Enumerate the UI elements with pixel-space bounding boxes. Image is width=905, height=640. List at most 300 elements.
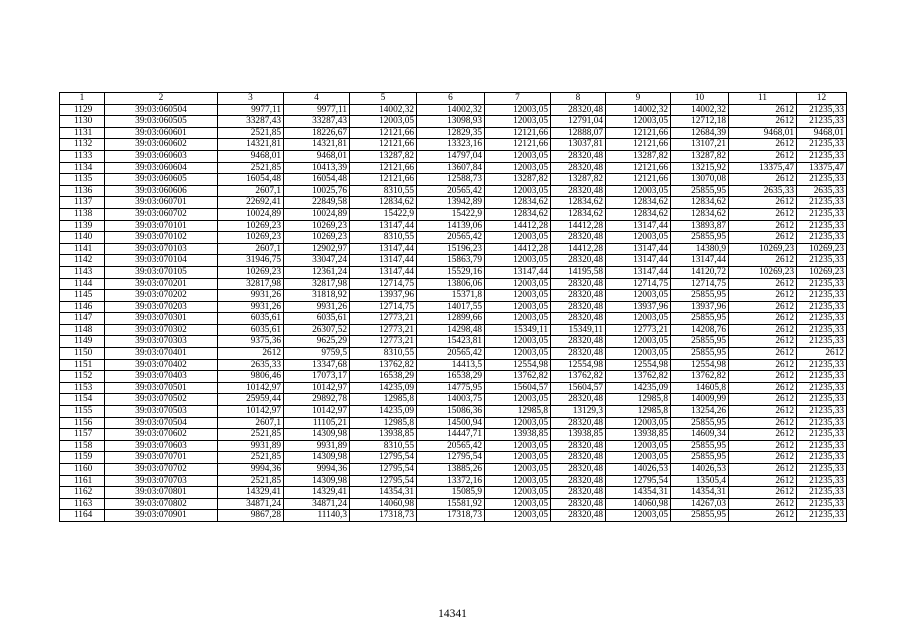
value-cell: 2612 <box>729 278 797 290</box>
cadastral-number-cell: 39:03:070101 <box>105 220 218 232</box>
value-cell: 13287,82 <box>485 174 551 186</box>
value-cell: 14309,98 <box>284 429 350 441</box>
value-cell: 14002,32 <box>671 104 729 116</box>
value-cell: 10269,23 <box>729 243 797 255</box>
value-cell: 14060,98 <box>350 498 417 510</box>
table-row <box>60 348 847 360</box>
value-cell: 6035,61 <box>218 313 284 325</box>
value-cell: 12003,05 <box>606 348 671 360</box>
value-cell: 10142,97 <box>284 382 350 394</box>
row-number-cell: 1152 <box>60 371 105 383</box>
value-cell: 10269,23 <box>284 220 350 232</box>
value-cell: 21235,33 <box>797 359 847 371</box>
table-row <box>60 382 847 394</box>
value-cell: 2607,1 <box>218 185 284 197</box>
value-cell: 14412,28 <box>551 220 606 232</box>
value-cell: 14002,32 <box>350 104 417 116</box>
value-cell: 6035,61 <box>218 324 284 336</box>
value-cell: 12985,8 <box>485 406 551 418</box>
value-cell: 14003,75 <box>417 394 485 406</box>
value-cell: 14412,28 <box>485 220 551 232</box>
value-cell: 14609,34 <box>671 429 729 441</box>
value-cell: 12714,75 <box>606 278 671 290</box>
cadastral-number-cell: 39:03:070602 <box>105 429 218 441</box>
value-cell: 21235,33 <box>797 417 847 429</box>
row-number-cell: 1159 <box>60 452 105 464</box>
table-row <box>60 162 847 174</box>
value-cell: 14002,32 <box>417 104 485 116</box>
value-cell: 15423,81 <box>417 336 485 348</box>
value-cell: 12121,66 <box>485 127 551 139</box>
value-cell: 14354,31 <box>671 487 729 499</box>
value-cell: 21235,33 <box>797 290 847 302</box>
value-cell: 13375,47 <box>797 162 847 174</box>
value-cell: 12003,05 <box>350 116 417 128</box>
cadastral-number-cell: 39:03:070701 <box>105 452 218 464</box>
value-cell: 32817,98 <box>284 278 350 290</box>
value-cell: 12003,05 <box>606 185 671 197</box>
table-row <box>60 104 847 116</box>
table-row <box>60 185 847 197</box>
value-cell: 9931,26 <box>218 301 284 313</box>
row-number-cell: 1163 <box>60 498 105 510</box>
table-row <box>60 336 847 348</box>
value-cell: 13147,44 <box>350 266 417 278</box>
value-cell: 9468,01 <box>797 127 847 139</box>
value-cell: 2612 <box>729 510 797 522</box>
value-cell: 10413,39 <box>284 162 350 174</box>
value-cell: 14139,06 <box>417 220 485 232</box>
table-row <box>60 255 847 267</box>
value-cell: 10269,23 <box>284 232 350 244</box>
cadastral-number-cell: 39:03:070203 <box>105 301 218 313</box>
value-cell: 33287,43 <box>284 116 350 128</box>
value-cell: 13937,96 <box>606 301 671 313</box>
row-number-cell: 1130 <box>60 116 105 128</box>
value-cell: 21235,33 <box>797 220 847 232</box>
value-cell: 12834,62 <box>606 208 671 220</box>
row-number-cell: 1136 <box>60 185 105 197</box>
value-cell: 28320,48 <box>551 162 606 174</box>
value-cell: 2612 <box>729 208 797 220</box>
value-cell: 13375,47 <box>729 162 797 174</box>
row-number-cell: 1158 <box>60 440 105 452</box>
value-cell: 12834,62 <box>485 197 551 209</box>
value-cell: 12003,05 <box>485 255 551 267</box>
column-header: 9 <box>606 93 671 105</box>
row-number-cell: 1145 <box>60 290 105 302</box>
value-cell: 12003,05 <box>485 440 551 452</box>
cadastral-number-cell: 39:03:060505 <box>105 116 218 128</box>
value-cell: 28320,48 <box>551 464 606 476</box>
table-row <box>60 371 847 383</box>
value-cell: 13885,26 <box>417 464 485 476</box>
value-cell: 9977,11 <box>284 104 350 116</box>
table-row <box>60 266 847 278</box>
value-cell: 12834,62 <box>671 197 729 209</box>
value-cell: 2612 <box>729 348 797 360</box>
value-cell: 14002,32 <box>606 104 671 116</box>
table-row <box>60 487 847 499</box>
value-cell: 21235,33 <box>797 452 847 464</box>
table-header-row <box>60 93 847 105</box>
value-cell: 25855,95 <box>671 452 729 464</box>
value-cell: 12003,05 <box>485 464 551 476</box>
value-cell: 12829,35 <box>417 127 485 139</box>
table-row <box>60 464 847 476</box>
value-cell: 15371,8 <box>417 290 485 302</box>
value-cell: 14413,5 <box>417 359 485 371</box>
value-cell: 17318,73 <box>417 510 485 522</box>
row-number-cell: 1161 <box>60 475 105 487</box>
value-cell: 8310,55 <box>350 232 417 244</box>
column-header: 6 <box>417 93 485 105</box>
value-cell: 13147,44 <box>671 255 729 267</box>
table-row <box>60 220 847 232</box>
value-cell: 12121,66 <box>606 162 671 174</box>
value-cell: 2612 <box>729 313 797 325</box>
value-cell: 14208,76 <box>671 324 729 336</box>
value-cell: 25855,95 <box>671 510 729 522</box>
value-cell: 13107,21 <box>671 139 729 151</box>
cadastral-number-cell: 39:03:070702 <box>105 464 218 476</box>
value-cell: 16538,29 <box>417 371 485 383</box>
row-number-cell: 1164 <box>60 510 105 522</box>
value-cell: 21235,33 <box>797 174 847 186</box>
value-cell: 2521,85 <box>218 162 284 174</box>
value-cell: 2612 <box>729 174 797 186</box>
table-row <box>60 359 847 371</box>
value-cell: 17073,17 <box>284 371 350 383</box>
value-cell: 21235,33 <box>797 406 847 418</box>
value-cell: 10142,97 <box>218 406 284 418</box>
value-cell: 2612 <box>729 417 797 429</box>
value-cell: 2612 <box>729 382 797 394</box>
column-header: 11 <box>729 93 797 105</box>
value-cell: 28320,48 <box>551 104 606 116</box>
value-cell: 2612 <box>729 429 797 441</box>
value-cell: 12121,66 <box>350 162 417 174</box>
value-cell: 2521,85 <box>218 452 284 464</box>
value-cell: 14267,03 <box>671 498 729 510</box>
value-cell: 12121,66 <box>606 139 671 151</box>
row-number-cell: 1141 <box>60 243 105 255</box>
value-cell: 15604,57 <box>485 382 551 394</box>
value-cell: 12985,8 <box>606 394 671 406</box>
value-cell: 10024,89 <box>284 208 350 220</box>
value-cell: 2612 <box>729 139 797 151</box>
value-cell: 9931,89 <box>284 440 350 452</box>
value-cell: 13147,44 <box>606 255 671 267</box>
row-number-cell: 1134 <box>60 162 105 174</box>
value-cell: 13347,68 <box>284 359 350 371</box>
value-cell: 28320,48 <box>551 348 606 360</box>
value-cell: 14354,31 <box>350 487 417 499</box>
value-cell: 14329,41 <box>284 487 350 499</box>
value-cell: 14017,55 <box>417 301 485 313</box>
value-cell: 20565,42 <box>417 185 485 197</box>
value-cell: 12121,66 <box>606 127 671 139</box>
row-number-cell: 1148 <box>60 324 105 336</box>
value-cell: 13938,85 <box>485 429 551 441</box>
row-number-cell: 1143 <box>60 266 105 278</box>
cadastral-number-cell: 39:03:070105 <box>105 266 218 278</box>
page-number: 14341 <box>438 608 467 620</box>
value-cell: 9931,26 <box>284 301 350 313</box>
row-number-cell: 1129 <box>60 104 105 116</box>
value-cell: 9468,01 <box>284 150 350 162</box>
value-cell: 9375,36 <box>218 336 284 348</box>
value-cell: 2612 <box>729 359 797 371</box>
value-cell: 13762,82 <box>485 371 551 383</box>
row-number-cell: 1150 <box>60 348 105 360</box>
value-cell: 25855,95 <box>671 440 729 452</box>
value-cell: 12588,73 <box>417 174 485 186</box>
value-cell: 13147,44 <box>350 220 417 232</box>
value-cell: 12714,75 <box>350 301 417 313</box>
table-row <box>60 150 847 162</box>
cadastral-number-cell: 39:03:060602 <box>105 139 218 151</box>
value-cell: 2612 <box>729 487 797 499</box>
value-cell: 10269,23 <box>218 232 284 244</box>
row-number-cell: 1146 <box>60 301 105 313</box>
value-cell: 10269,23 <box>797 243 847 255</box>
value-cell: 14120,72 <box>671 266 729 278</box>
value-cell: 25855,95 <box>671 348 729 360</box>
value-cell: 28320,48 <box>551 440 606 452</box>
value-cell: 2612 <box>729 406 797 418</box>
value-cell: 14309,98 <box>284 475 350 487</box>
value-cell: 12554,98 <box>671 359 729 371</box>
value-cell: 12121,66 <box>485 139 551 151</box>
value-cell: 21235,33 <box>797 232 847 244</box>
value-cell: 32817,98 <box>218 278 284 290</box>
value-cell: 22692,41 <box>218 197 284 209</box>
row-number-cell: 1153 <box>60 382 105 394</box>
value-cell: 13938,85 <box>606 429 671 441</box>
value-cell: 12121,66 <box>350 127 417 139</box>
cadastral-number-cell: 39:03:070103 <box>105 243 218 255</box>
cadastral-number-cell: 39:03:070403 <box>105 371 218 383</box>
value-cell: 14797,04 <box>417 150 485 162</box>
value-cell: 14380,9 <box>671 243 729 255</box>
column-header: 10 <box>671 93 729 105</box>
value-cell: 2521,85 <box>218 127 284 139</box>
cadastral-number-cell: 39:03:070104 <box>105 255 218 267</box>
value-cell: 21235,33 <box>797 139 847 151</box>
column-header: 3 <box>218 93 284 105</box>
row-number-cell: 1135 <box>60 174 105 186</box>
cadastral-number-cell: 39:03:070201 <box>105 278 218 290</box>
value-cell: 2612 <box>797 348 847 360</box>
value-cell: 12834,62 <box>350 197 417 209</box>
value-cell: 14412,28 <box>485 243 551 255</box>
value-cell: 12834,62 <box>551 197 606 209</box>
row-number-cell: 1157 <box>60 429 105 441</box>
value-cell: 21235,33 <box>797 475 847 487</box>
value-cell: 2612 <box>729 197 797 209</box>
row-number-cell: 1154 <box>60 394 105 406</box>
value-cell: 15604,57 <box>551 382 606 394</box>
table-row <box>60 232 847 244</box>
value-cell: 13938,85 <box>551 429 606 441</box>
value-cell: 13147,44 <box>606 266 671 278</box>
cadastral-number-cell: 39:03:070303 <box>105 336 218 348</box>
value-cell: 28320,48 <box>551 487 606 499</box>
table-row <box>60 498 847 510</box>
cadastral-number-cell: 39:03:070603 <box>105 440 218 452</box>
value-cell: 9931,89 <box>218 440 284 452</box>
value-cell: 12834,62 <box>671 208 729 220</box>
row-number-cell: 1160 <box>60 464 105 476</box>
value-cell: 25959,44 <box>218 394 284 406</box>
table-row <box>60 324 847 336</box>
value-cell: 28320,48 <box>551 185 606 197</box>
value-cell: 10025,76 <box>284 185 350 197</box>
value-cell: 13942,89 <box>417 197 485 209</box>
value-cell: 16054,48 <box>218 174 284 186</box>
value-cell: 2607,1 <box>218 417 284 429</box>
row-number-cell: 1155 <box>60 406 105 418</box>
table-row <box>60 116 847 128</box>
value-cell: 25855,95 <box>671 185 729 197</box>
row-number-cell: 1144 <box>60 278 105 290</box>
value-cell: 12773,21 <box>350 313 417 325</box>
value-cell: 25855,95 <box>671 336 729 348</box>
value-cell: 13147,44 <box>485 266 551 278</box>
value-cell: 2612 <box>729 394 797 406</box>
value-cell: 2612 <box>729 464 797 476</box>
table-row <box>60 301 847 313</box>
value-cell: 12795,54 <box>350 475 417 487</box>
value-cell: 21235,33 <box>797 116 847 128</box>
cadastral-number-cell: 39:03:060701 <box>105 197 218 209</box>
value-cell: 12003,05 <box>485 498 551 510</box>
value-cell: 13254,26 <box>671 406 729 418</box>
row-number-cell: 1156 <box>60 417 105 429</box>
value-cell: 12003,05 <box>485 278 551 290</box>
column-header: 4 <box>284 93 350 105</box>
cadastral-number-cell: 39:03:070901 <box>105 510 218 522</box>
value-cell: 12003,05 <box>485 348 551 360</box>
row-number-cell: 1147 <box>60 313 105 325</box>
value-cell: 20565,42 <box>417 232 485 244</box>
value-cell: 12714,75 <box>350 278 417 290</box>
value-cell: 28320,48 <box>551 336 606 348</box>
value-cell: 13762,82 <box>671 371 729 383</box>
value-cell: 13129,3 <box>551 406 606 418</box>
value-cell: 9931,26 <box>218 290 284 302</box>
value-cell: 12003,05 <box>606 290 671 302</box>
value-cell: 12834,62 <box>485 208 551 220</box>
cadastral-number-cell: 39:03:070501 <box>105 382 218 394</box>
value-cell: 25855,95 <box>671 417 729 429</box>
value-cell: 31946,75 <box>218 255 284 267</box>
cadastral-number-cell: 39:03:070802 <box>105 498 218 510</box>
value-cell: 13287,82 <box>350 150 417 162</box>
value-cell: 2612 <box>729 104 797 116</box>
value-cell: 12773,21 <box>606 324 671 336</box>
value-cell: 12121,66 <box>350 174 417 186</box>
value-cell: 15529,16 <box>417 266 485 278</box>
value-cell: 12003,05 <box>606 510 671 522</box>
value-cell: 21235,33 <box>797 336 847 348</box>
value-cell: 13505,4 <box>671 475 729 487</box>
value-cell: 2612 <box>729 220 797 232</box>
value-cell: 14298,48 <box>417 324 485 336</box>
value-cell: 2521,85 <box>218 429 284 441</box>
row-number-cell: 1131 <box>60 127 105 139</box>
value-cell: 28320,48 <box>551 475 606 487</box>
value-cell: 12003,05 <box>485 290 551 302</box>
cadastral-number-cell: 39:03:060606 <box>105 185 218 197</box>
value-cell: 2607,1 <box>218 243 284 255</box>
value-cell: 12003,05 <box>485 162 551 174</box>
value-cell: 21235,33 <box>797 510 847 522</box>
value-cell: 12795,54 <box>350 452 417 464</box>
row-number-cell: 1140 <box>60 232 105 244</box>
table-row <box>60 127 847 139</box>
value-cell: 15422,9 <box>417 208 485 220</box>
value-cell: 21235,33 <box>797 371 847 383</box>
value-cell: 21235,33 <box>797 464 847 476</box>
value-cell: 2635,33 <box>729 185 797 197</box>
value-cell: 12003,05 <box>485 452 551 464</box>
row-number-cell: 1137 <box>60 197 105 209</box>
value-cell: 13762,82 <box>350 359 417 371</box>
value-cell: 2612 <box>729 116 797 128</box>
value-cell: 13323,16 <box>417 139 485 151</box>
value-cell: 21235,33 <box>797 104 847 116</box>
value-cell: 12003,05 <box>485 185 551 197</box>
table-row <box>60 475 847 487</box>
column-header: 7 <box>485 93 551 105</box>
value-cell: 13806,06 <box>417 278 485 290</box>
value-cell: 11140,3 <box>284 510 350 522</box>
cadastral-number-cell: 39:03:070301 <box>105 313 218 325</box>
value-cell: 14321,81 <box>284 139 350 151</box>
value-cell: 10269,23 <box>729 266 797 278</box>
value-cell: 2635,33 <box>797 185 847 197</box>
value-cell: 12684,39 <box>671 127 729 139</box>
table-row <box>60 452 847 464</box>
value-cell: 10269,23 <box>797 266 847 278</box>
value-cell: 33287,43 <box>218 116 284 128</box>
cadastral-number-cell: 39:03:070503 <box>105 406 218 418</box>
value-cell: 2521,85 <box>218 475 284 487</box>
value-cell: 28320,48 <box>551 232 606 244</box>
value-cell: 12834,62 <box>551 208 606 220</box>
value-cell: 21235,33 <box>797 498 847 510</box>
value-cell: 2635,33 <box>218 359 284 371</box>
value-cell: 6035,61 <box>284 313 350 325</box>
value-cell: 14329,41 <box>218 487 284 499</box>
value-cell: 28320,48 <box>551 498 606 510</box>
value-cell: 13147,44 <box>606 220 671 232</box>
value-cell: 28320,48 <box>551 452 606 464</box>
data-table <box>59 92 847 522</box>
value-cell: 14321,81 <box>218 139 284 151</box>
value-cell: 13098,93 <box>417 116 485 128</box>
table-row <box>60 440 847 452</box>
value-cell: 15196,23 <box>417 243 485 255</box>
value-cell: 12834,62 <box>606 197 671 209</box>
value-cell: 15581,92 <box>417 498 485 510</box>
table-row <box>60 208 847 220</box>
value-cell: 8310,55 <box>350 185 417 197</box>
value-cell: 14060,98 <box>606 498 671 510</box>
value-cell: 2612 <box>729 324 797 336</box>
